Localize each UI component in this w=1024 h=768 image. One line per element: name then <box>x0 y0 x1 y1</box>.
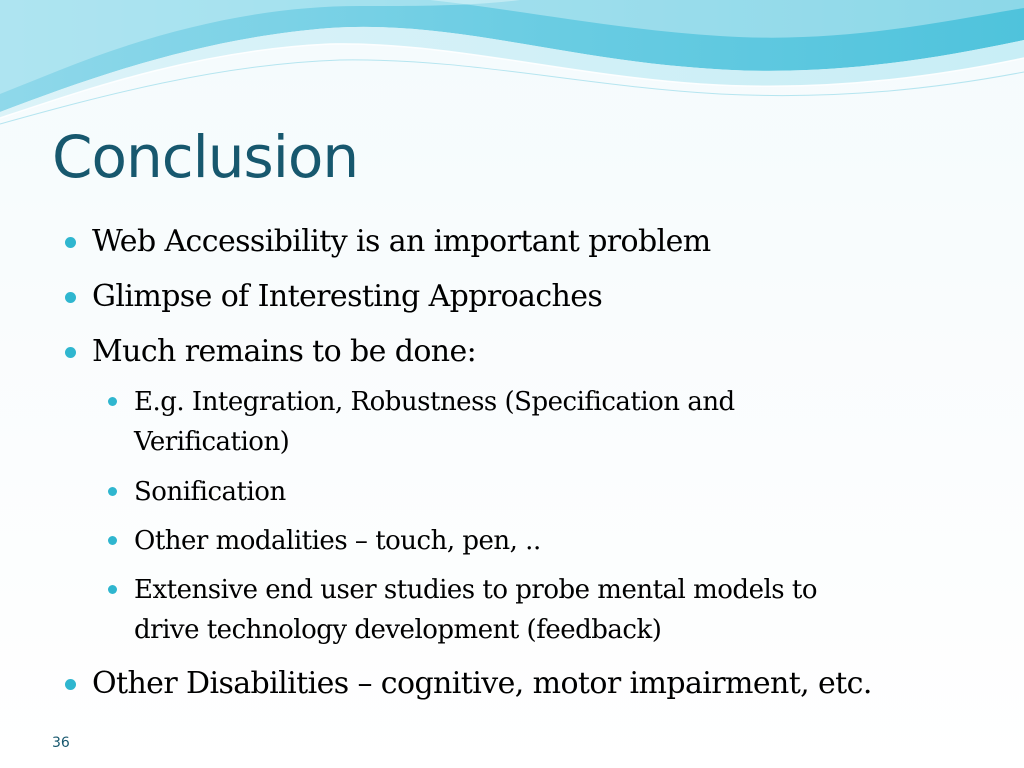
sub-bullet-dot-icon <box>108 487 117 496</box>
bullet-text: Other Disabilities – cognitive, motor impairment, etc. <box>92 666 872 701</box>
bullet-dot-icon <box>65 292 76 303</box>
sub-bullet-dot-icon <box>108 585 117 594</box>
bullet-text: Web Accessibility is an important problem <box>92 224 711 259</box>
sub-bullet-text: Sonification <box>134 477 286 507</box>
bullet-dot-icon <box>65 679 76 690</box>
slide-number: 36 <box>52 735 70 751</box>
sub-bullet-text-line-2: drive technology development (feedback) <box>134 615 662 645</box>
sub-bullet-text-line-2: Verification) <box>134 427 290 457</box>
decorative-wave-header <box>0 0 1024 130</box>
bullet-dot-icon <box>65 347 76 358</box>
sub-bullet-text: Other modalities – touch, pen, .. <box>134 526 541 556</box>
sub-bullet-dot-icon <box>108 397 117 406</box>
slide-title: Conclusion <box>52 123 359 191</box>
sub-bullet-text-line-1: E.g. Integration, Robustness (Specification and <box>134 387 735 417</box>
bullet-dot-icon <box>65 237 76 248</box>
sub-bullet-text-line-1: Extensive end user studies to probe mental models to <box>134 575 817 605</box>
bullet-text: Glimpse of Interesting Approaches <box>92 279 603 314</box>
bullet-text: Much remains to be done: <box>92 334 477 369</box>
sub-bullet-dot-icon <box>108 536 117 545</box>
